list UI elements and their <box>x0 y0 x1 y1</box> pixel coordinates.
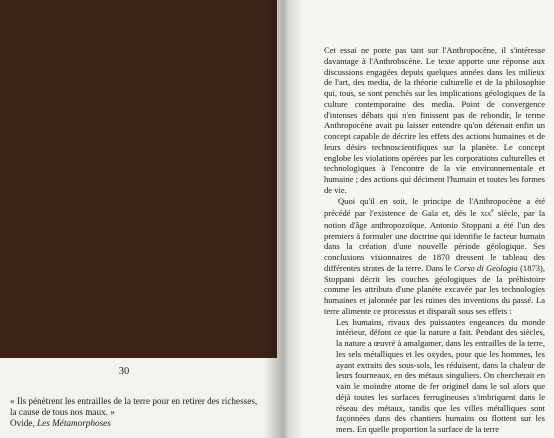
century-numeral: xix <box>480 209 492 219</box>
paragraph-2-text-c: (1873), Stoppani décrit les couches géologiques de la préhistoire comme les attributs d'une planète excavée par les technologies humaines et jalonnée par les ruines des inventions du passé. La terre alimente ce processus et disparaît sous ses effets : <box>324 262 545 316</box>
epigraph-author: Ovide, <box>10 418 38 428</box>
body-text <box>324 45 545 435</box>
paragraph-2-work-title: Corso di Geologia <box>453 262 518 273</box>
epigraph-quote: « Ils pénètrent les entrailles de la terre pour en retirer des richesses, la cause de tous nos maux. » <box>10 396 258 417</box>
epigraph-work: Les Métamorphoses <box>37 418 111 428</box>
epigraph <box>10 396 258 429</box>
paragraph-2 <box>324 196 545 317</box>
brown-color-block <box>0 0 277 358</box>
paragraph-1: Cet essai ne porte pas tant sur l'Anthropocène, il s'intéresse davantage à l'Anthrobscène. Le texte apporte une réponse aux discussions engagées depuis quelques années dans les milieux de l'art, des media, de la théorie culturelle et de la philosophie qui, tous, se sont penchés sur les implications géologiques de la culture contemporaine des media. Point de convergence d'intenses débats qui n'en finissent pas de rebondir, le terme Anthropocène avait pu laisser entendre qu'on détenait enfin un concept capable de décrire les effets des actions humaines et de leurs désirs technoscientifiques sur la planète. Le concept englobe les violations opérées par les corporations culturelles et technologiques à l'encontre de la vie environnementale et humaine ; des actions qui déciment l'humain et toutes les formes de vie. <box>324 45 545 195</box>
century-superscript: e <box>491 208 494 215</box>
block-quote: Les humains, rivaux des puissantes engeances du monde intérieur, défont ce que la nature a fait. Pendant des siècles, la nature a œuvré à amalgamer, dans les entrailles de la terre, les sels métalliques et les oxydes, pour que les hommes, les ayant extraits des sous-sols, les réduisent, dans la chaleur de leurs fourneaux, en des métaux singuliers. On chercherait en vain le moindre atome de fer originel dans le sol alors que déjà toutes les surfaces ferrugineuses s'imbriquent dans le réseau des métaux, tandis que les villes métalliques sont façonnées dans des chantiers humains ou flottent sur les mers. En quelle proportion la surface de la terre <box>336 316 545 435</box>
right-page <box>296 0 554 438</box>
page-number: 30 <box>118 366 130 377</box>
paragraph-2-text-b: siècle, par la notion d'âge anthropozoïque. Antonio Stoppani a été l'un des premiers à formuler une doctrine qui identifie le facteur humain dans la création d'une nouvelle période géologique. Ses conclusions visionnaires de 1870 dressent le tableau des différentes strates de la terre. Dans le <box>324 208 545 273</box>
paragraph-2-text-a: Quoi qu'il en soit, le principe de l'Anthropocène a été précédé par l'existence de Gaïa et, dès le <box>324 195 545 219</box>
epigraph-source <box>10 418 258 429</box>
